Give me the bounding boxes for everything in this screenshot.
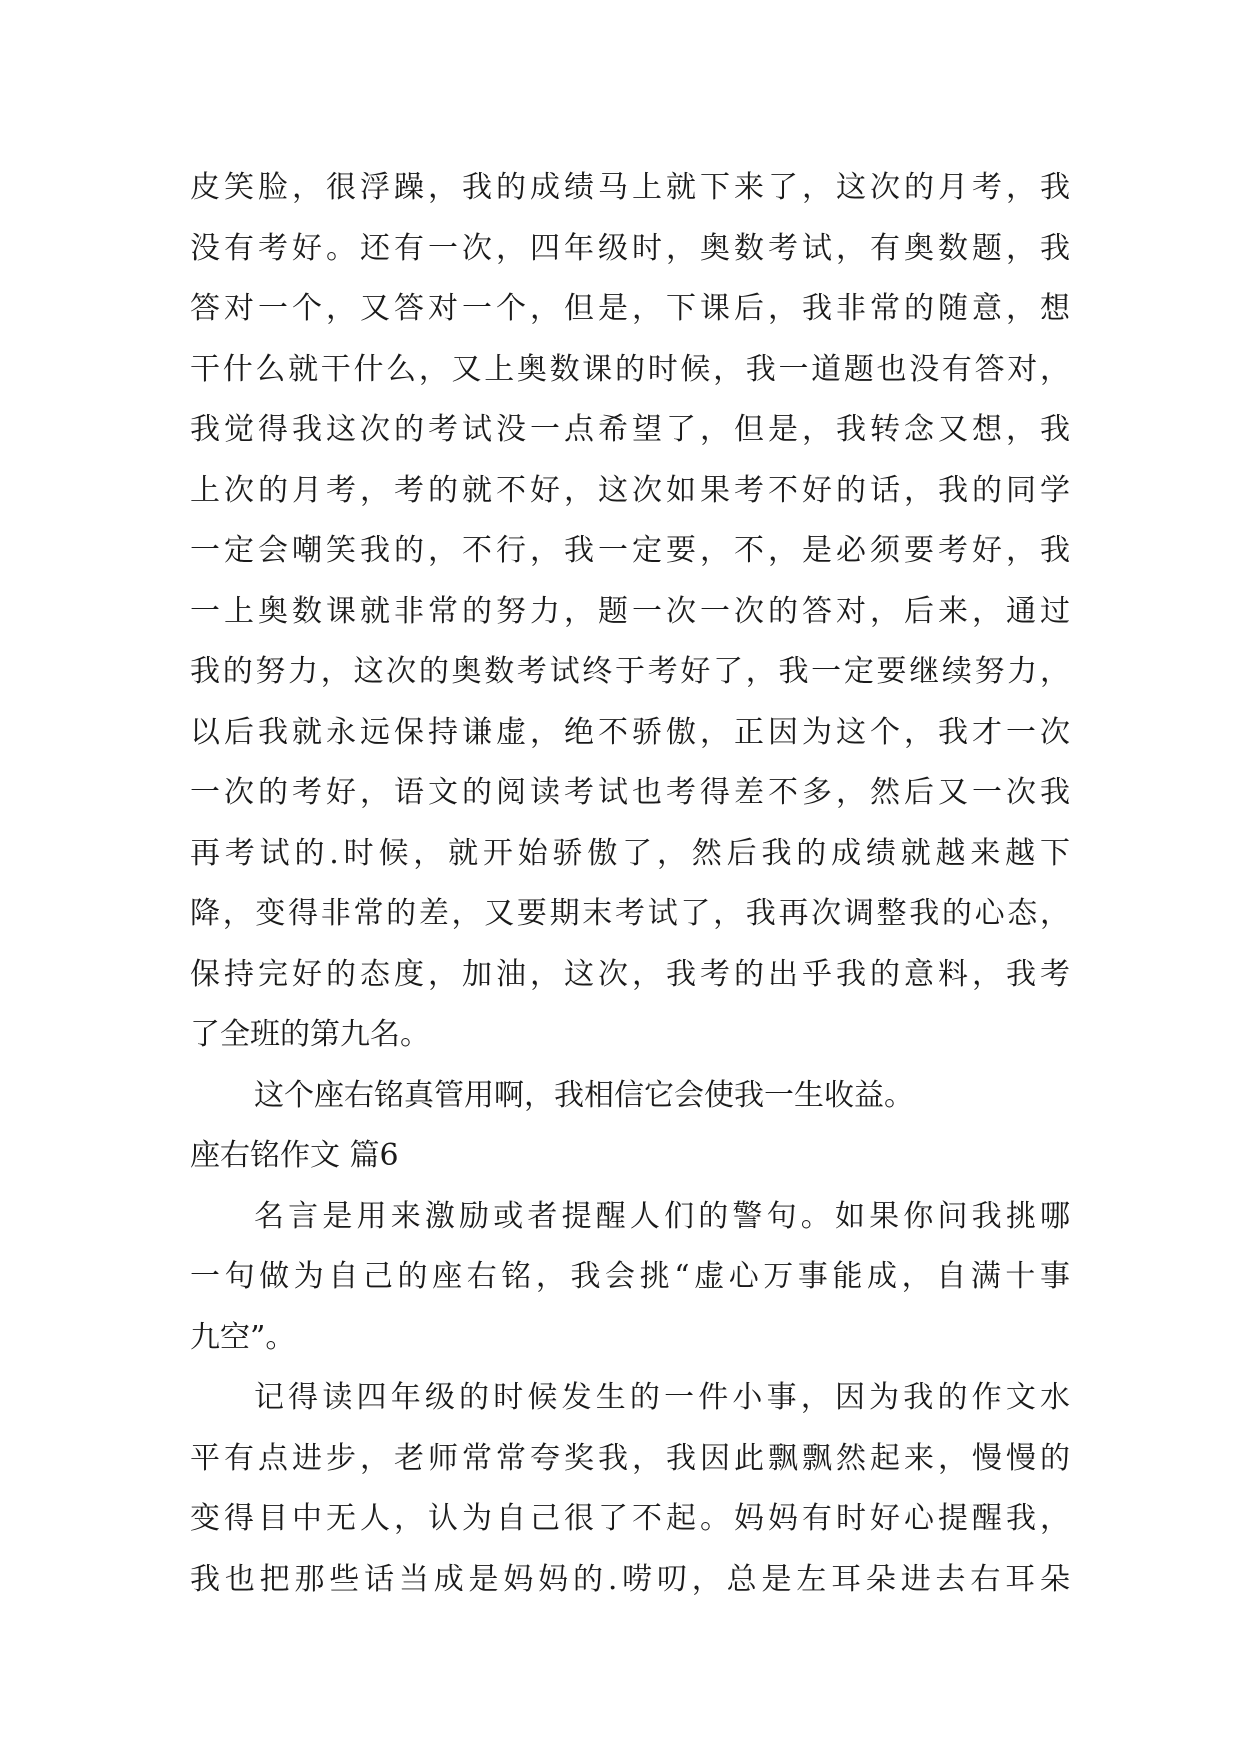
text-line: 皮笑脸，很浮躁，我的成绩马上就下来了，这次的月考，我	[190, 170, 1070, 205]
text-line: 保持完好的态度，加油，这次，我考的出乎我的意料，我考	[190, 956, 1070, 992]
text-line: 上次的月考，考的就不好，这次如果考不好的话，我的同学	[190, 472, 1070, 508]
text-line: 了全班的第九名。	[190, 1017, 430, 1052]
text-line: 我觉得我这次的考试没一点希望了，但是，我转念又想，我	[190, 412, 1070, 447]
text-line: 记得读四年级的时候发生的一件小事，因为我的作文水	[254, 1380, 1070, 1415]
text-line: 干什么就干什么，又上奥数课的时候，我一道题也没有答对，	[190, 351, 1070, 387]
text-line: 以后我就永远保持谦虚，绝不骄傲，正因为这个，我才一次	[190, 714, 1070, 750]
text-line: 一句做为自己的座右铭，我会挑“虚心万事能成，自满十事	[190, 1259, 1070, 1294]
text-line: 降，变得非常的差，又要期末考试了，我再次调整我的心态，	[190, 896, 1070, 931]
text-line: 九空”。	[190, 1319, 296, 1355]
text-line: 一次的考好，语文的阅读考试也考得差不多，然后又一次我	[190, 775, 1070, 810]
section-heading: 座右铭作文 篇6	[190, 1138, 399, 1173]
text-line: 我也把那些话当成是妈妈的.唠叨，总是左耳朵进去右耳朵	[190, 1561, 1070, 1597]
text-line: 变得目中无人，认为自己很了不起。妈妈有时好心提醒我，	[190, 1501, 1070, 1536]
text-line: 再考试的.时候，就开始骄傲了，然后我的成绩就越来越下	[190, 835, 1070, 871]
text-line: 答对一个，又答对一个，但是，下课后，我非常的随意，想	[190, 291, 1070, 326]
text-line: 没有考好。还有一次，四年级时，奥数考试，有奥数题，我	[190, 230, 1070, 266]
text-line: 一定会嘲笑我的，不行，我一定要，不，是必须要考好，我	[190, 533, 1070, 568]
text-line: 名言是用来激励或者提醒人们的警句。如果你问我挑哪	[254, 1198, 1070, 1234]
text-line: 一上奥数课就非常的努力，题一次一次的答对，后来，通过	[190, 593, 1070, 629]
text-line: 平有点进步，老师常常夸奖我，我因此飘飘然起来，慢慢的	[190, 1440, 1070, 1476]
body-text	[190, 158, 1070, 1610]
text-line: 这个座右铭真管用啊，我相信它会使我一生收益。	[254, 1077, 914, 1113]
text-line: 我的努力，这次的奥数考试终于考好了，我一定要继续努力，	[190, 654, 1070, 689]
